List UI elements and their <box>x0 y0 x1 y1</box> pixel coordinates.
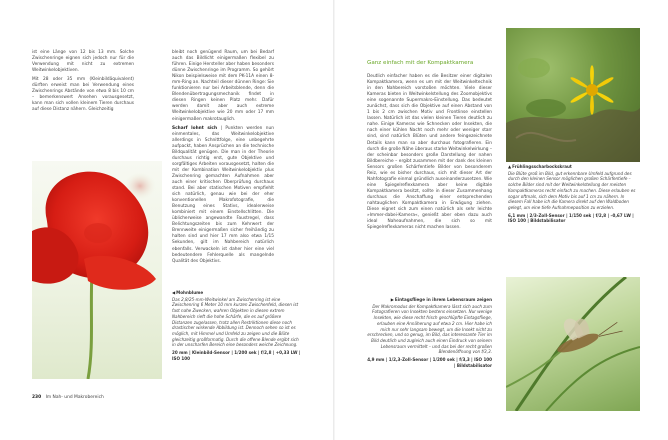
caption-pointer-icon: ◀ <box>172 290 176 295</box>
body-paragraph: Deutlich einfacher haben es die Besitzer einer digitalen Kompaktkamera, wenn es um mit der Weitwinkeltechnik in den Nahbereich vorstoßen möchten. Viele dieser Kameras bieten in Weitwinkelstellung des Zoomobjektivs eine sogenannte Supermakro-Einstellung. Das bedeutet zunächst, dass sich die Objektive auf einen Abstand von 1 bis 2 cm zwischen Motiv und Frontlinse einstellen lassen. Natürlich ist das vielen kleinen Tieren deutlich zu nahe. Einige Kameras wie Schnecken oder Insekten, die nach einer kühlen Nacht noch mehr oder weniger starr sind, sind natürlich Blüten und andere feingezeichnete Details kann man so aber durchaus fotografieren. Ein durch die große Nähe überaus starke Weitwinkelwirkung – der scheinbar besonders große Darstellung der nahen Bildbereiche – ergibt zusammen mit der dank des kleinen Sensors großen Schärfentiefe Bilder von besonderem Reiz, wie es bisher durchaus, sich mit dieser Art der Nahfotografie einmal gründlich auseinanderzusetzen. Wie eine Spiegelreflexkamera aber keine digitale Kompaktkamera besitzt, sollte in dieser Zusammenhang durchaus die Anschaffung einer entsprechenden nahtauglichen Kompaktkamera in Erwägung ziehen. Diese eignet sich zum einen natürlich als sehr leichte »Immer-dabei-Kamera«, genießt aber eben dazu auch ideal Naheaufnahmen, die sich so mit Spiegelreflexkameras nicht machen lassen. <box>367 74 492 231</box>
running-head: Im Nah- und Makrobereich <box>45 395 104 400</box>
flower-illustration <box>506 28 640 162</box>
body-column-3 <box>367 74 492 234</box>
poppy-illustration <box>32 161 162 379</box>
section-heading: Ganz einfach mit der Kompaktkamera <box>367 60 474 66</box>
page-folio <box>32 395 104 400</box>
caption-title: ▶Eintagsfliege in ihrem Lebensraum zeigen <box>390 297 492 302</box>
caption-specs: 6,1 mm | 2/3-Zoll-Sensor | 1/150 sek | f/2,8 | –0,67 LW | ISO 100 | Bildstabilisator <box>508 212 634 224</box>
caption-pointer-icon: ▶ <box>390 297 394 302</box>
body-paragraph: ist eine Länge von 12 bis 13 mm. Solche Zwischenringe eignen sich jedoch nur für die Verwendung mit nicht zu extremen Weitwinkelobjektiven. <box>32 50 134 74</box>
mayfly-photo <box>506 277 640 411</box>
page-number: 230 <box>32 395 42 400</box>
mayfly-illustration <box>506 277 640 411</box>
body-column-1 <box>32 50 134 116</box>
caption-poppy <box>172 290 302 361</box>
body-text: Punkten werden nun einmentales, das Weitwinkelobjektive allerdings in Schnittfolge, eine unbegehrte aufpackt, haben Ansprüchen an die technische Bildqualität genügen. Die man in der Theorie durchaus richtig erst, gute Objektive und sorgfältiges Arbeiten vorausgesetzt, halten die mit der Kombination Weitwinkelobjektiv plus Zwischenring gemachten Aufnahmen aber auch einer kritischen Überprüfung durchaus stand. Bei aber statischen Motiven empfiehlt sich natürlich, genau wie bei der eher konventionellen Makrofotografie, die Benutzung eines Stativs, idealerweise kombiniert mit einem Einstellschlitten. Die üblicherweise angewandte Faustregel, dass Belichtungszeiten bis zum Kehrwert der Brennweite einigermaßen sicher freihändig zu halten sind und hier 17 mm also etwa 1/15 Sekunden, gilt im Nahbereich natürlich ebenfalls. Verwackeln ist daher hier eine viel bedeutendere Fehlerquelle als mangelnde Qualität des Objektivs. <box>172 125 274 264</box>
page-gutter <box>333 0 335 440</box>
run-in-heading: Scharf lohnt sich <box>172 125 218 131</box>
caption-body: Das 2,8/25-mm-Weitwinkel am Zwischenring ist eine Zwischenring 6 Meter 10 mm kurzen Zwischenfeld, diesen ist fast nahe Zwecken, wahren Objekten in diesen extrem Nahbereich rieft die hohe Schärfe, die es auf größere Distanzen zugelassen, trotz allen Restriktionen diese noch drastischer wirkende Abbildung ist. Dennoch sehen so ist es möglich, mit Himmel und Umfeld zu zeigen und die Blüte gleichzeitig großformatig. Durch die offene Blende ergibt sich in der unscharfen Bereich eine besonders weiche Zeichnung. <box>172 296 299 348</box>
body-column-2 <box>172 50 274 268</box>
poppy-photo <box>32 161 162 379</box>
body-paragraph: bleibt noch genügend Raum, um bei Bedarf auch das Bildlicht einigermaßen flexibel zu führen. Einige Hersteller aber haben besonders dünne Zwischenringe im Programm. So gehört Nikon beispielsweise mit dem PK-11A einen 8-mm-Ring an. Nachteil dieser dünnen Ringe: Sie funktionieren nur bei Arbeitsblende, denn die Blendenübertragungsmechanik findet in diesen Ringen keinen Platz mehr. Dafür werden damit aber auch extreme Weitwinkelobjektive wie 20 mm oder 17 mm einigermaßen makrotauglich. <box>172 50 274 122</box>
caption-specs: 20 mm | Kleinbild-Sensor | 1/200 sek | f/2,8 | +0,33 LW | ISO 100 <box>172 350 301 361</box>
caption-mayfly <box>367 297 492 368</box>
body-paragraph: Mit 28 oder 35 mm (Kleinbildäquivalent) dürften erweist man bei Verwendung eines Zwischenrings Abstände von etwa 8 bis 10 cm – bemerkenswert Ansehen vorausgesetzt, kann man sich vollen kleinem Tieren durchaus auf diese Distanz nähern. Gleichzeitig <box>32 77 134 113</box>
body-paragraph-with-lead <box>172 126 274 265</box>
caption-title: ◀Mohnblume <box>172 290 204 295</box>
caption-flower <box>508 164 636 224</box>
section-marker: | <box>220 125 222 131</box>
celandine-flower-photo <box>506 28 640 162</box>
caption-body: Der Makromodus der Kompaktkamera lässt sich auch zum Fotografieren von Insekten bestens einsetzen. Nur wenige Insekten, wie diese recht frisch geschlüpfte Eintagsfliege, erlauben eine Annäherung auf etwa 2 cm. Hier habe ich mich nur sehr langsam bewegt, um die Insekt nicht zu erschrecken, und so genug, im Bild, das interessante Tier im Bild deutlich und zugleich auch einen Eindruck von seinem Lebensraum vermittelt – und das bei der recht großen Blendenöffnung von f/3,3. <box>367 303 492 355</box>
caption-pointer-icon: ▲ <box>508 164 512 169</box>
caption-specs: 4,9 mm | 1/2,3-Zoll-Sensor | 1/200 sek | f/3,3 | ISO 100 | Bildstabilisator <box>367 357 492 368</box>
caption-title: ▲Frühlingsscharbockskraut <box>508 164 572 169</box>
caption-body: Die Blüte groß im Bild, gut erkennbare Umfeld aufgrund des durch den kleinen Sensor möglichen großen Schärfentiefe – solche Bilder sind mit der Weitwinkelstellung der meisten Kompaktkameras recht einfach zu machen. Diese erlauben es sogar oftmals, sich dem Motiv bis auf 1 cm zu nähern. In diesem Fall habe ich die Kamera direkt auf den Waldboden gelegt, um eine tiefe Aufnahmeposition zu erzielen. <box>508 170 636 210</box>
